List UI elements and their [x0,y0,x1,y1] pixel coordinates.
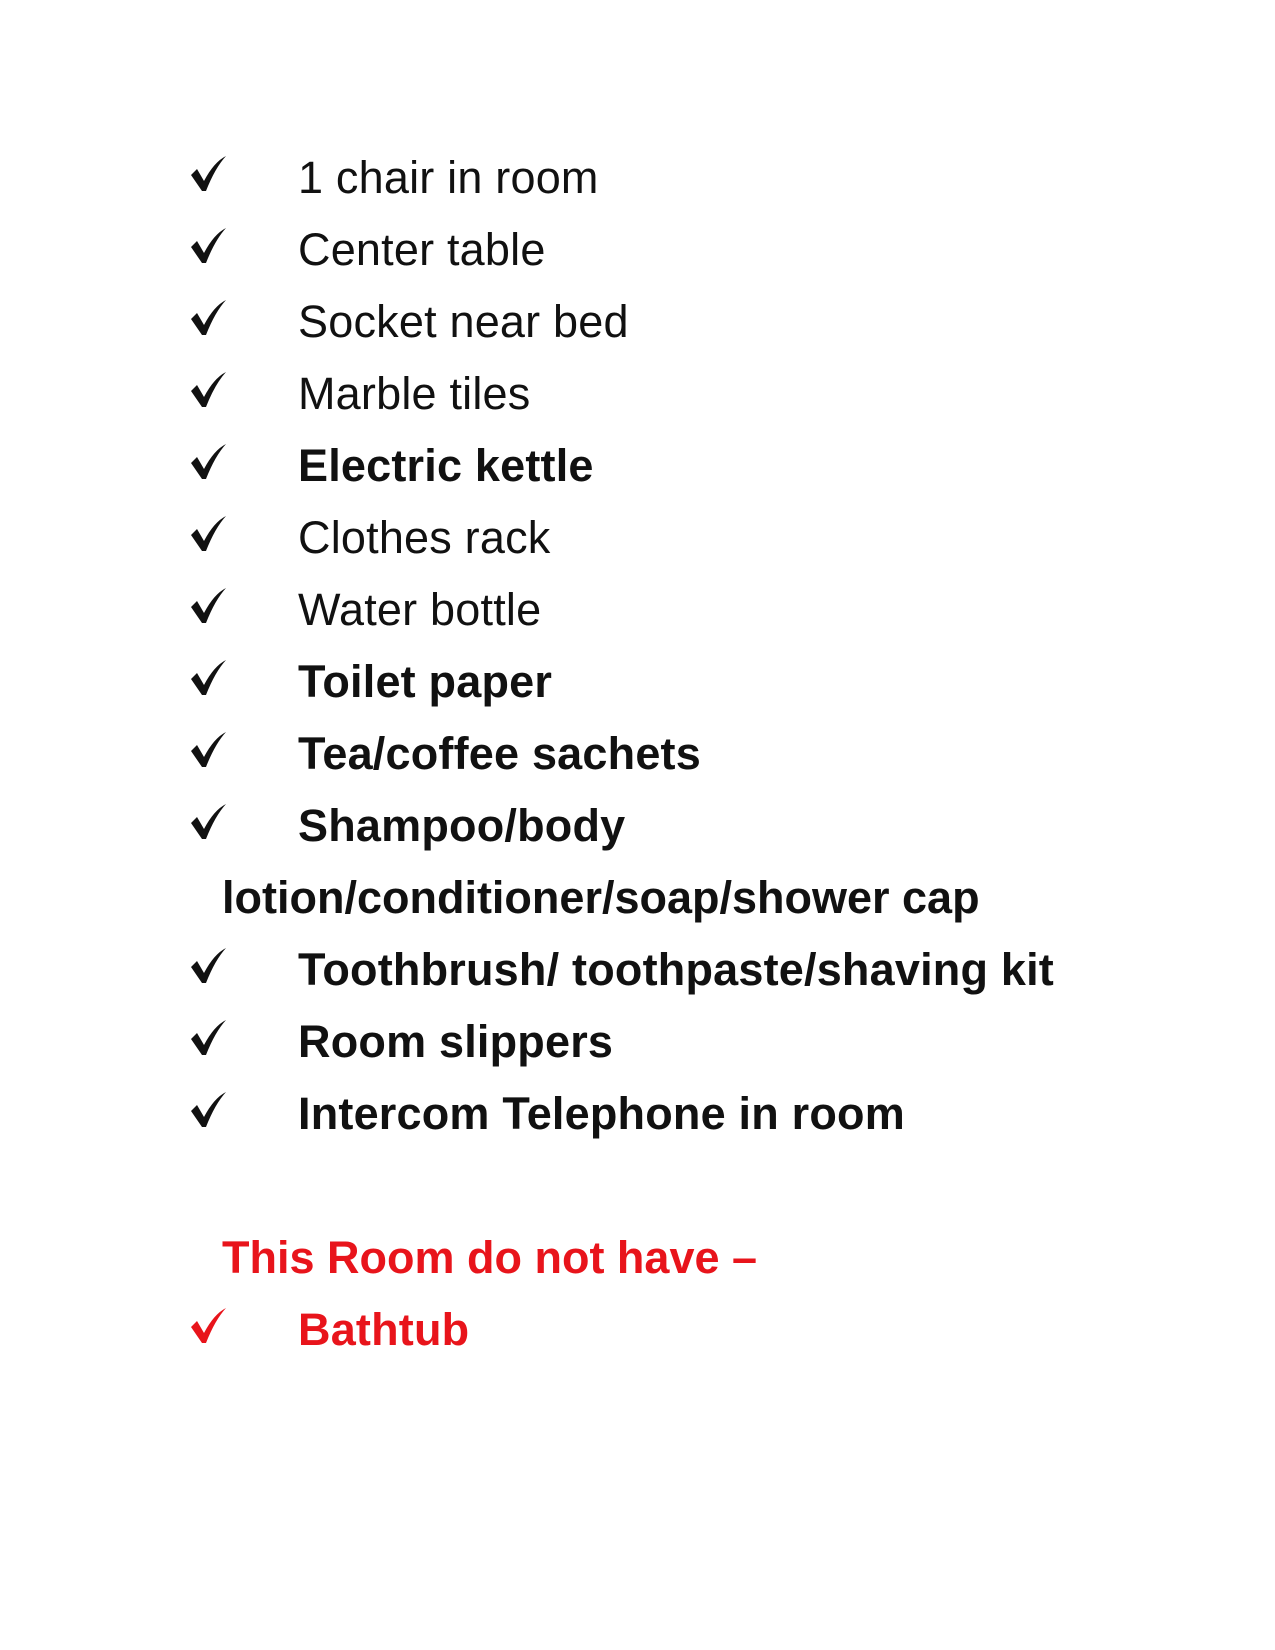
check-icon [188,370,228,410]
item-label: Clothes rack [298,512,551,563]
check-icon [188,1090,228,1130]
list-item [188,726,1188,786]
check-icon [188,514,228,554]
list-item [188,1014,1188,1074]
list-item [188,366,1188,426]
list-item [188,942,1188,1002]
item-label: Toothbrush/ toothpaste/shaving kit [298,944,1054,995]
item-label: Room slippers [298,1016,614,1067]
check-icon [188,298,228,338]
item-label: Bathtub [298,1304,470,1355]
list-item [188,150,1188,210]
item-label: Socket near bed [298,296,629,347]
check-icon [188,226,228,266]
check-icon [188,586,228,626]
item-label: Toilet paper [298,656,553,707]
list-item [188,654,1188,714]
check-icon [188,442,228,482]
list-item [188,510,1188,570]
check-icon [188,154,228,194]
check-icon [188,1306,228,1346]
check-icon [188,1018,228,1058]
item-label: Electric kettle [298,440,594,491]
item-label: Intercom Telephone in room [298,1088,905,1139]
check-icon [188,802,228,842]
list-item [188,582,1188,642]
list-item [188,1086,1188,1146]
item-label: Marble tiles [298,368,531,419]
list-item [188,1302,1188,1362]
check-icon [188,658,228,698]
item-label: Center table [298,224,546,275]
list-item [188,222,1188,282]
excluded-heading: This Room do not have – [222,1232,758,1283]
list-item [188,294,1188,354]
item-label-continuation: lotion/conditioner/soap/shower cap [222,872,980,923]
check-icon [188,730,228,770]
list-item [188,798,1188,858]
item-label: Water bottle [298,584,542,635]
item-label: Tea/coffee sachets [298,728,701,779]
check-icon [188,946,228,986]
list-item [188,438,1188,498]
item-label: Shampoo/body [298,800,626,851]
item-label: 1 chair in room [298,152,599,203]
